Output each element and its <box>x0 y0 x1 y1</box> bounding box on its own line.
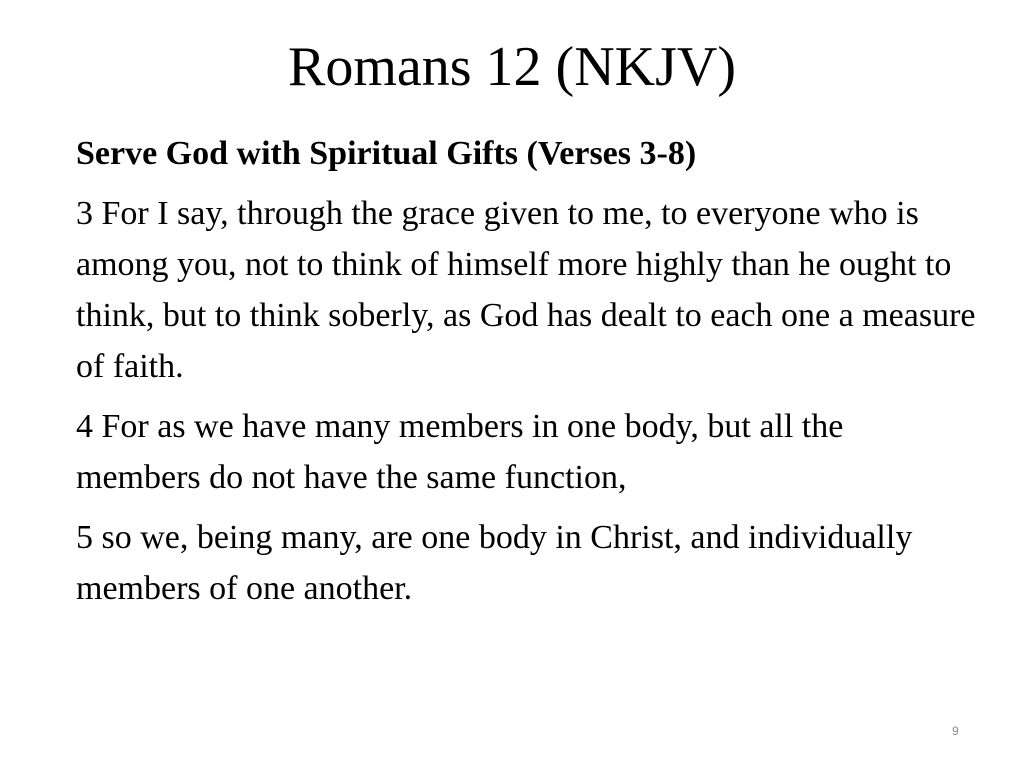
section-heading: Serve God with Spiritual Gifts (Verses 3-8) <box>76 135 697 172</box>
verse-3: 3 For I say, through the grace given to me, to everyone who is among you, not to think of himself more highly than he ought to think, but to think soberly, as God has dealt to each one a measure of faith. <box>76 195 976 385</box>
verse-4: 4 For as we have many members in one body, but all the members do not have the same function, <box>76 408 844 496</box>
verse-5: 5 so we, being many, are one body in Christ, and individually members of one another. <box>76 519 913 607</box>
slide-title: Romans 12 (NKJV) <box>288 36 736 98</box>
page-number: 9 <box>952 724 959 738</box>
slide-body <box>76 128 976 623</box>
